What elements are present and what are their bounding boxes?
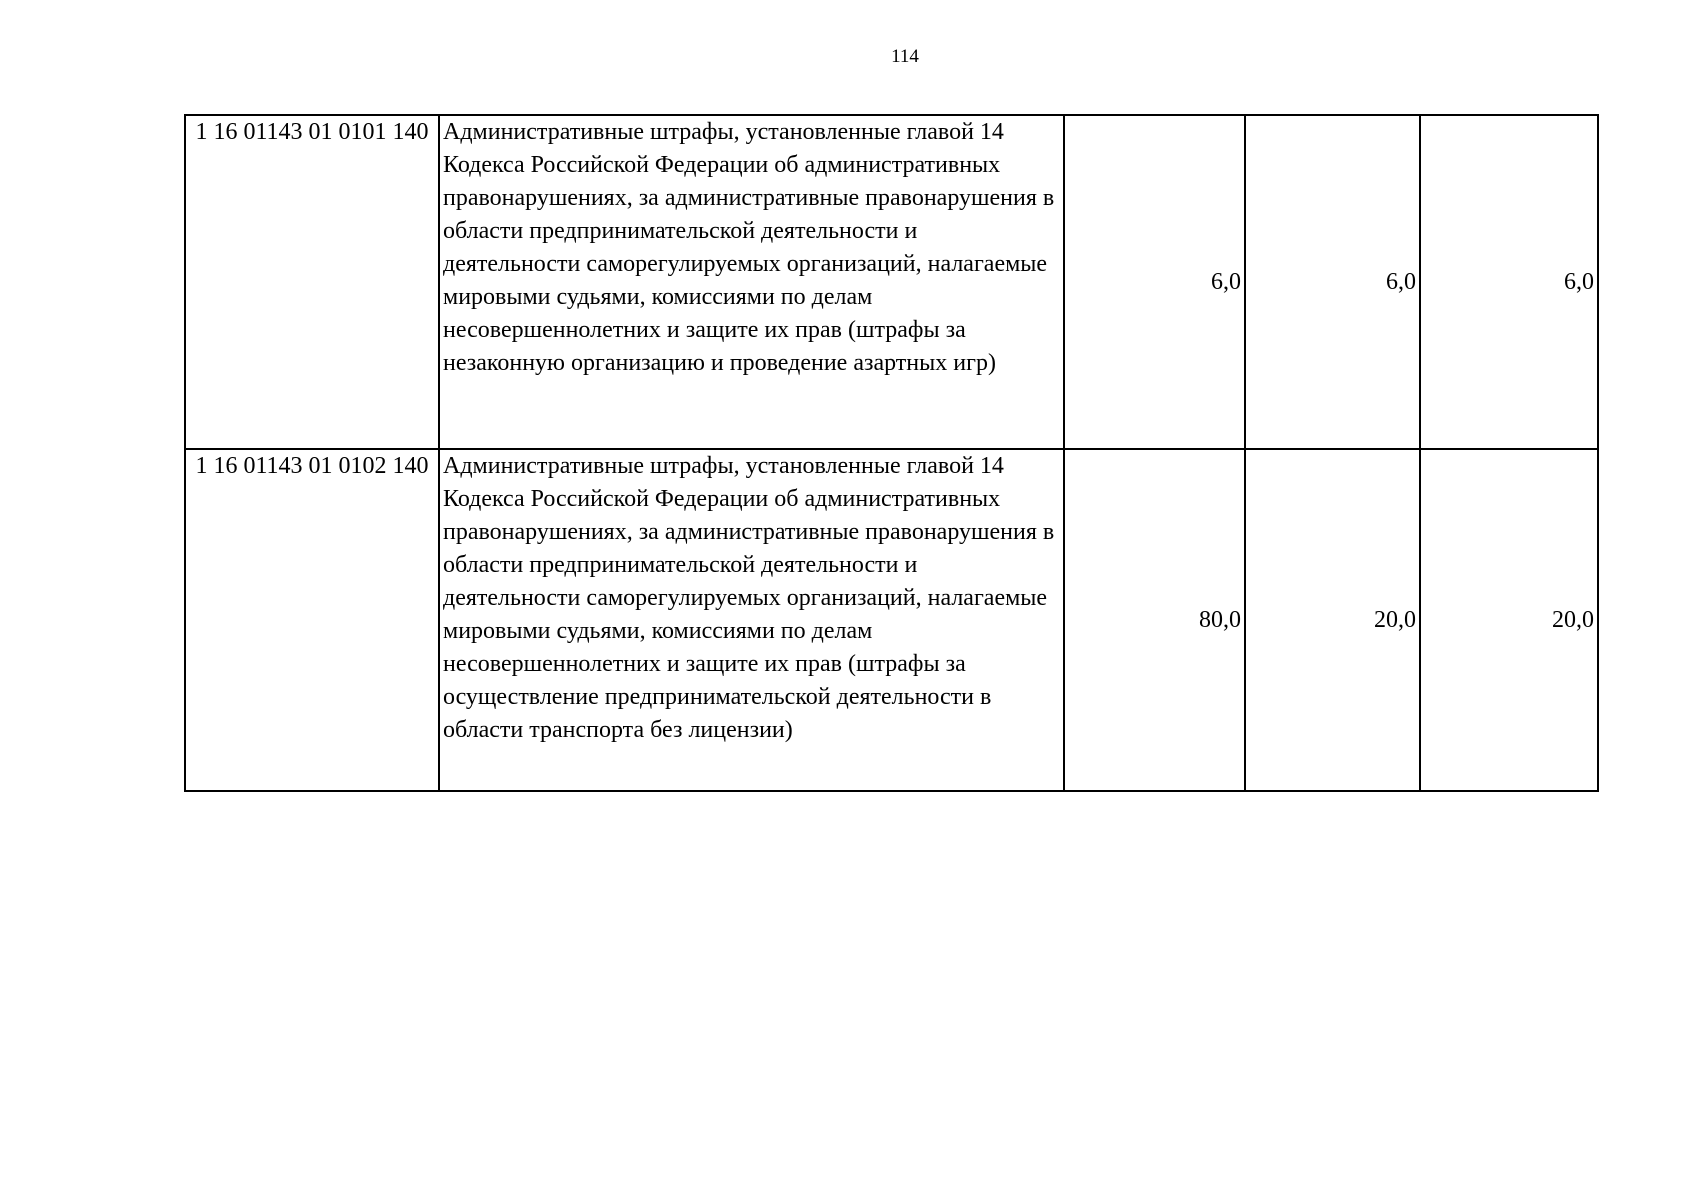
page-number: 114 [891,46,919,67]
table-row [185,115,1598,449]
table-row [185,449,1598,791]
budget-code-cell: 1 16 01143 01 0102 140 [185,449,439,791]
description-cell: Административные штрафы, установленные главой 14 Кодекса Российской Федерации об административных правонарушениях, за административные правонарушения в области предпринимательской деятельности и деятельности саморегулируемых организаций, налагаемые мировыми судьями, комиссиями по делам несовершеннолетних и защите их прав (штрафы за осуществление предпринимательской деятельности в области транспорта без лицензии) [439,449,1064,791]
budget-code-cell: 1 16 01143 01 0101 140 [185,115,439,449]
value-cell-year-1: 80,0 [1064,449,1245,791]
value-cell-year-2: 20,0 [1245,449,1420,791]
value-cell-year-2: 6,0 [1245,115,1420,449]
description-cell: Административные штрафы, установленные главой 14 Кодекса Российской Федерации об административных правонарушениях, за административные правонарушения в области предпринимательской деятельности и деятельности саморегулируемых организаций, налагаемые мировыми судьями, комиссиями по делам несовершеннолетних и защите их прав (штрафы за незаконную организацию и проведение азартных игр) [439,115,1064,449]
value-cell-year-1: 6,0 [1064,115,1245,449]
budget-table [184,114,1599,792]
value-cell-year-3: 6,0 [1420,115,1598,449]
value-cell-year-3: 20,0 [1420,449,1598,791]
